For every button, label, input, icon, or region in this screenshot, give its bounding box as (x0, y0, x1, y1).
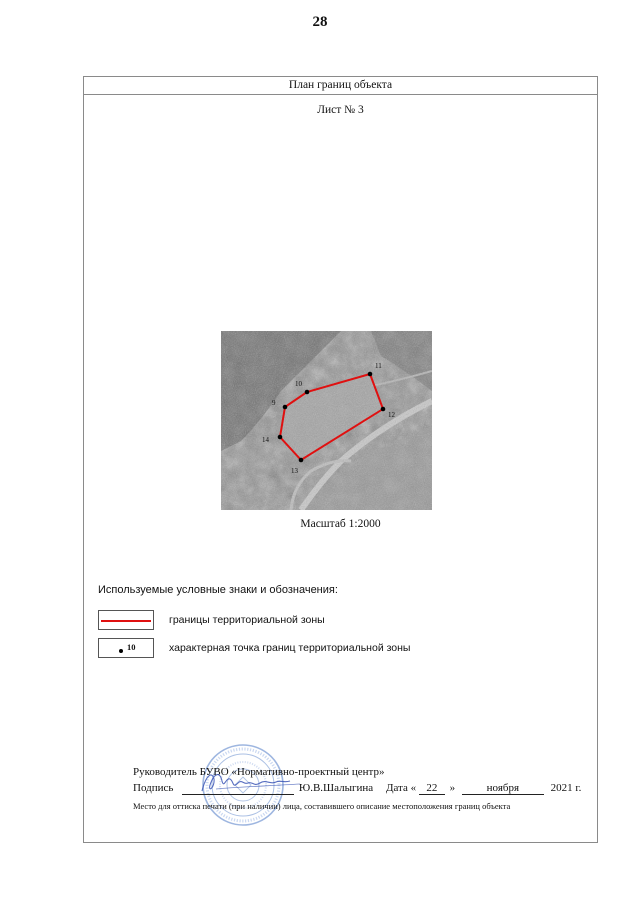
sheet-label: Лист № 3 (317, 104, 364, 116)
legend-text-point: характерная точка границ территориальной зоны (169, 642, 411, 654)
frame-title: План границ объекта (84, 77, 597, 95)
aerial-map (221, 331, 432, 510)
point-9 (283, 405, 288, 410)
handwritten-signature (196, 765, 306, 799)
date-label: Дата « (385, 782, 417, 794)
legend-title: Используемые условные знаки и обозначения: (98, 584, 338, 596)
label-14: 14 (262, 436, 269, 444)
date-quote-close: » (449, 782, 456, 794)
document-frame (83, 76, 598, 843)
organization-head: Руководитель БУВО «Нормативно-проектный центр» (133, 766, 385, 778)
date-year: 2021 г. (550, 782, 582, 794)
stamp-place-note: Место для оттиска печати (при наличии) лица, составившего описание местоположения границ объекта (133, 801, 511, 811)
date-month: ноября (462, 782, 544, 795)
page-number: 28 (312, 14, 328, 30)
legend-text-boundary: границы территориальной зоны (169, 614, 325, 626)
point-13 (299, 458, 304, 463)
point-11 (368, 372, 373, 377)
label-9: 9 (272, 399, 276, 407)
point-14 (278, 435, 283, 440)
signer-name: Ю.В.Шалыгина (298, 782, 374, 794)
label-10: 10 (295, 380, 302, 388)
scale-label: Масштаб 1:2000 (300, 518, 381, 530)
red-line-symbol (101, 620, 151, 622)
sign-label: Подпись (133, 782, 174, 794)
date-day: 22 (419, 782, 445, 795)
point-10 (305, 390, 310, 395)
label-13: 13 (291, 467, 298, 475)
label-11: 11 (375, 362, 382, 370)
label-12: 12 (388, 411, 395, 419)
legend-sample-boundary (98, 610, 154, 630)
point-symbol-label: 10 (127, 642, 136, 652)
point-symbol (119, 649, 123, 653)
legend-sample-point (98, 638, 154, 658)
point-12 (381, 407, 386, 412)
